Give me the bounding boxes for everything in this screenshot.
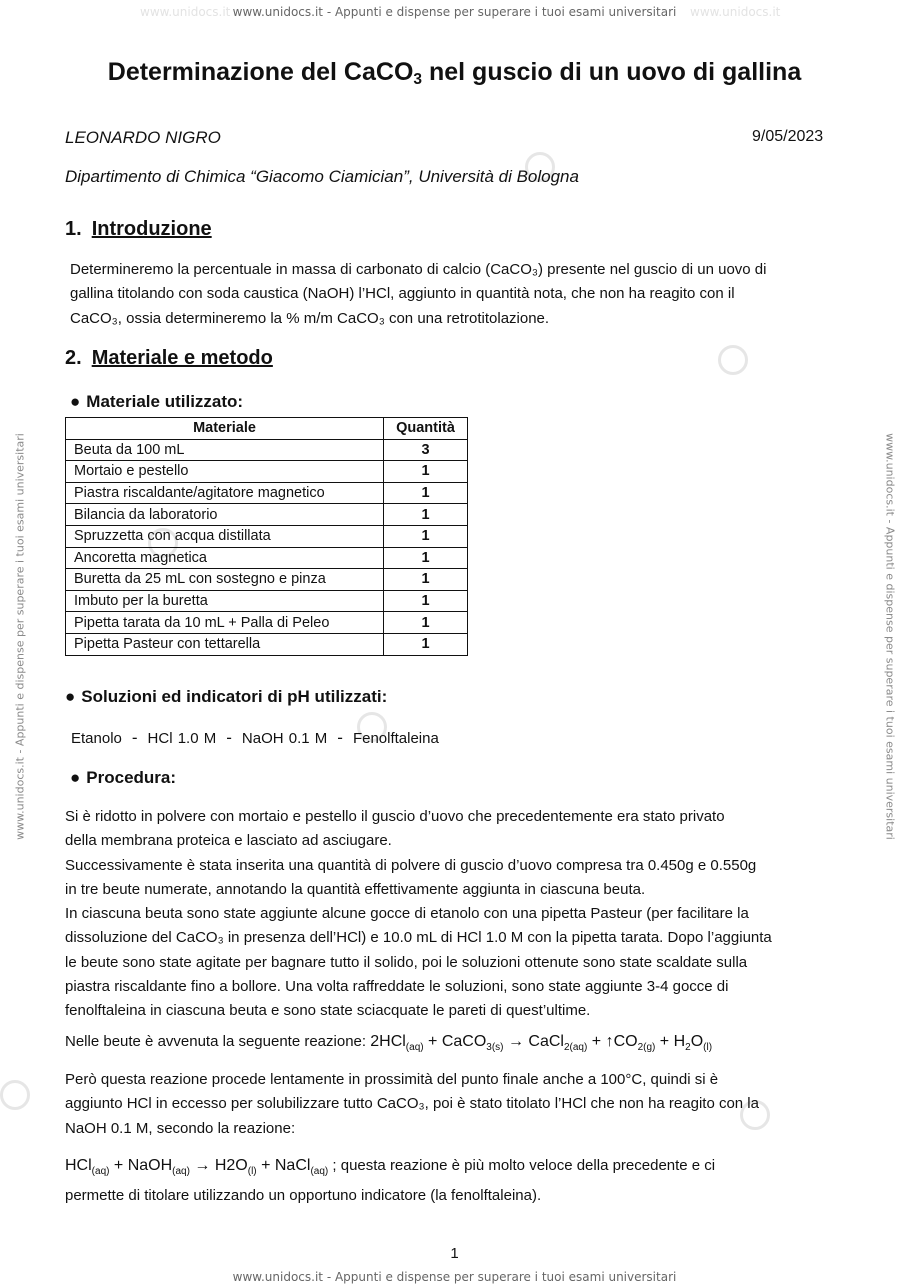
table-row [66, 482, 468, 504]
watermark-top: www.unidocs.it - Appunti e dispense per superare i tuoi esami universitari [232, 5, 677, 19]
department: Dipartimento di Chimica “Giacomo Ciamician”, Università di Bologna [65, 167, 579, 186]
solutions-list: Etanolo - HCl 1.0 M - NaOH 0.1 M - Fenolftaleina [71, 728, 439, 747]
bullet-icon: ● [70, 392, 81, 411]
table-cell: Pipetta Pasteur con tettarella [66, 633, 384, 655]
document-date: 9/05/2023 [752, 128, 824, 145]
section-heading-introduzione: 1. Introduzione [65, 218, 212, 240]
table-cell: Bilancia da laboratorio [66, 504, 384, 526]
table-row [66, 590, 468, 612]
section-heading-materiale-metodo: 2. Materiale e metodo [65, 347, 273, 369]
table-cell: Mortaio e pestello [66, 461, 384, 483]
table-cell: 1 [384, 461, 468, 483]
solutions-heading: ● Soluzioni ed indicatori di pH utilizzati: [65, 687, 388, 706]
ghost-watermark: www.unidocs.it [140, 5, 231, 19]
table-cell: Buretta da 25 mL con sostegno e pinza [66, 569, 384, 591]
solution-item: Fenolftaleina [352, 730, 439, 747]
materials-heading: ● Materiale utilizzato: [70, 392, 244, 411]
table-cell: 1 [384, 504, 468, 526]
author-name: LEONARDO NIGRO [65, 128, 221, 147]
table-cell: 1 [384, 482, 468, 504]
solution-item: NaOH 0.1 M [241, 730, 328, 747]
procedure-text: Si è ridotto in polvere con mortaio e pestello il guscio d’uovo che precedentemente era stato privato della membrana proteica e lasciato ad asciugare. Successivamente è stata inserita una quantità di polvere di guscio d’uovo compresa tra 0.450g e 0.550g in tre beute numerate, annotando la quantità effettivamente aggiunta in ciascuna beuta. In ciascuna beuta sono state aggiunte alcune gocce di etanolo con una pipetta Pasteur (per facilitare la dissoluzione del CaCO₃ in presenza dell’HCl) e 10.0 mL di HCl 1.0 M con la pipetta tarata. Dopo l’aggiunta le beute sono state agitate per bagnare tutto il solido, poi le soluzioni ottenute sono state scaldate sulla piastra riscaldante fino a bollore. Una volta raffreddate le soluzioni, sono state aggiunte 3-4 gocce di fenolftaleina in ciascuna beuta e sono state sciacquate le pareti di quest’ultime. [65, 808, 772, 1020]
explanation-text: Però questa reazione procede lentamente in prossimità del punto finale anche a 100°C, quindi si è aggiunto HCl in eccesso per solubilizzare tutto CaCO₃, poi è stato titolato l’HCl che non ha reagito con la NaOH 0.1 M, secondo la reazione: [65, 1071, 759, 1137]
table-cell: 3 [384, 439, 468, 461]
table-row [66, 633, 468, 655]
table-cell: 1 [384, 612, 468, 634]
table-cell: Pipetta tarata da 10 mL + Palla di Peleo [66, 612, 384, 634]
table-cell: 1 [384, 569, 468, 591]
table-cell: Imbuto per la buretta [66, 590, 384, 612]
table-cell: Beuta da 100 mL [66, 439, 384, 461]
bullet-icon: ● [65, 687, 76, 706]
introduction-text: Determineremo la percentuale in massa di carbonato di calcio (CaCO₃) presente nel guscio di un uovo di gallina titolando con soda caustica (NaOH) l’HCl, aggiunto in quantità nota, che non ha reagito con il CaCO₃, ossia determineremo la % m/m CaCO₃ con una retrotitolazione. [70, 261, 767, 327]
watermark-logo-icon [718, 345, 748, 375]
table-row [66, 547, 468, 569]
table-row [66, 461, 468, 483]
table-cell: 1 [384, 633, 468, 655]
table-row [66, 504, 468, 526]
table-cell: 1 [384, 525, 468, 547]
bullet-icon: ● [70, 768, 81, 787]
document-title: Determinazione del CaCO$_3$ nel guscio di un uovo di gallina [107, 58, 802, 88]
watermark-bottom: www.unidocs.it - Appunti e dispense per superare i tuoi esami universitari [232, 1270, 677, 1284]
watermark-logo-icon [0, 1080, 30, 1110]
procedure-heading: ● Procedura: [70, 768, 177, 787]
table-header-cell: Materiale [66, 418, 384, 440]
table-row [66, 612, 468, 634]
table-header-cell: Quantità [384, 418, 468, 440]
table-cell: 1 [384, 547, 468, 569]
page-number: 1 [450, 1245, 459, 1262]
table-row [66, 439, 468, 461]
table-header-row [66, 418, 468, 440]
watermark-left: www.unidocs.it - Appunti e dispense per superare i tuoi esami universitari [13, 433, 27, 840]
reaction-2-paragraph: HCl$_{(aq)}$ + NaOH$_{(aq)}$ → $H2O_{(l)}$ + NaCl$_{(aq)}$ ; questa reazione è più molto veloce della precedente e ci permette di titolare utilizzando un opportuno indicatore (la fenolftaleina). [65, 1157, 716, 1205]
ghost-watermark: www.unidocs.it [690, 5, 781, 19]
solution-item: HCl 1.0 M [147, 730, 217, 747]
solution-item: Etanolo [71, 730, 122, 747]
reaction-2-equation: HCl$_{(aq)}$ + NaOH$_{(aq)}$ → $H2O_{(l)}$ + NaCl$_{(aq)}$ [65, 1157, 329, 1178]
table-cell: Ancoretta magnetica [66, 547, 384, 569]
materials-table [65, 417, 468, 656]
reaction-1-line: Nelle beute è avvenuta la seguente reazione: 2HCl$_{(aq)}$ + CaCO$_{3(s)}$ → CaCl$_{2(aq)}$ + $↑CO_{2(g)} + H_2O_{(l)}$ [65, 1033, 713, 1054]
table-cell: Piastra riscaldante/agitatore magnetico [66, 482, 384, 504]
watermark-right: www.unidocs.it - Appunti e dispense per superare i tuoi esami universitari [883, 433, 897, 840]
table-row [66, 569, 468, 591]
table-cell: Spruzzetta con acqua distillata [66, 525, 384, 547]
table-row [66, 525, 468, 547]
reaction-1-equation: 2HCl$_{(aq)}$ + CaCO$_{3(s)}$ → CaCl$_{2(aq)}$ + $↑CO_{2(g)} + H_2O_{(l)}$ [370, 1033, 713, 1054]
table-cell: 1 [384, 590, 468, 612]
